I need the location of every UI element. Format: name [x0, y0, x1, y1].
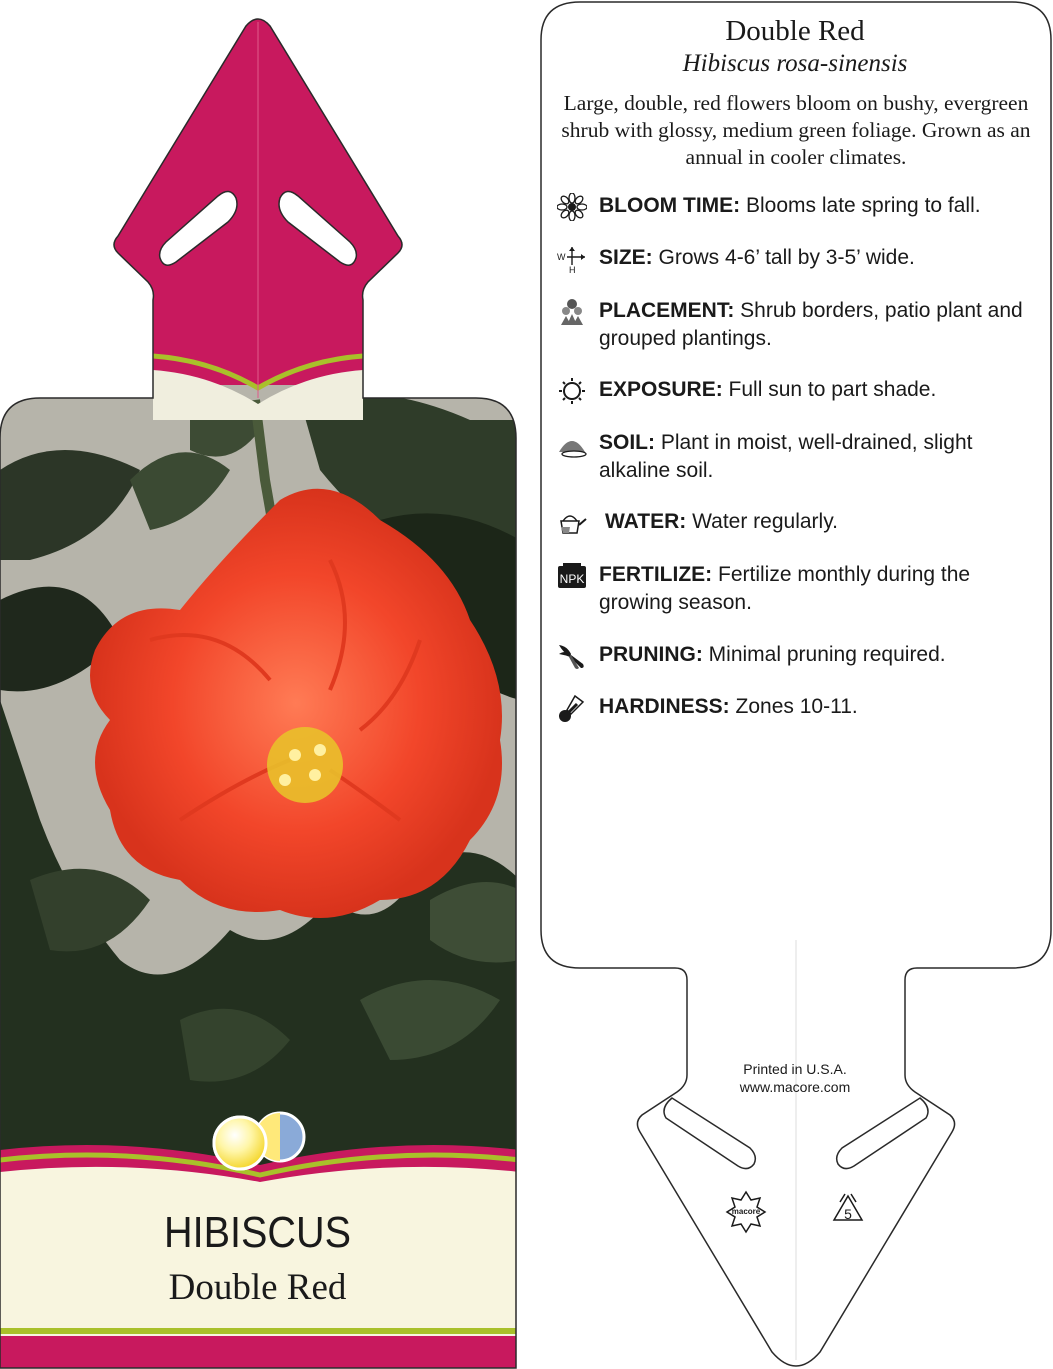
- placement-plants-icon: [557, 298, 587, 326]
- size-arrows-icon: [557, 245, 587, 273]
- recycle-number: 5: [844, 1206, 852, 1222]
- care-fertilize: NPK FERTILIZE: Fertilize monthly during the growing season.: [557, 561, 1027, 617]
- svg-text:NPK: NPK: [559, 572, 585, 586]
- back-title: Double Red: [725, 15, 865, 47]
- svg-text:W: W: [557, 252, 566, 262]
- care-exposure: EXPOSURE: Full sun to part shade.: [557, 376, 1027, 404]
- flower-icon: [557, 193, 587, 221]
- npk-fertilizer-icon: [557, 562, 587, 590]
- soil-icon: [557, 430, 587, 458]
- printed-in-usa: Printed in U.S.A.: [743, 1061, 847, 1077]
- svg-text:H: H: [569, 265, 576, 273]
- printed-notice: [700, 1060, 890, 1096]
- care-placement: PLACEMENT: Shrub borders, patio plant and grouped plantings.: [557, 297, 1027, 353]
- plant-description: Large, double, red flowers bloom on bushy, evergreen shrub with glossy, medium green foliage. Grown as an annual in cooler climates.: [561, 91, 1031, 169]
- thermometer-icon: [557, 694, 587, 722]
- care-pruning: PRUNING: Minimal pruning required.: [557, 641, 1027, 669]
- care-bloom-time: BLOOM TIME: Blooms late spring to fall.: [557, 192, 1027, 220]
- pruning-shears-icon: [557, 642, 587, 670]
- plant-common-name: HIBISCUS: [163, 1208, 352, 1257]
- botanical-name: Hibiscus rosa-sinensis: [682, 50, 908, 77]
- watering-can-icon: [557, 509, 587, 537]
- plant-variety-name: Double Red: [168, 1267, 347, 1308]
- care-water: WATER: Water regularly.: [557, 508, 1027, 536]
- sun-exposure-icon: [557, 377, 587, 405]
- care-hardiness: HARDINESS: Zones 10-11.: [557, 693, 1027, 721]
- care-soil: SOIL: Plant in moist, well-drained, slight alkaline soil.: [557, 429, 1027, 485]
- website-text: www.macore.com: [739, 1079, 851, 1095]
- care-size: W H SIZE: Grows 4-6’ tall by 3-5’ wide.: [557, 246, 915, 273]
- macore-brand-text: macore: [731, 1207, 761, 1216]
